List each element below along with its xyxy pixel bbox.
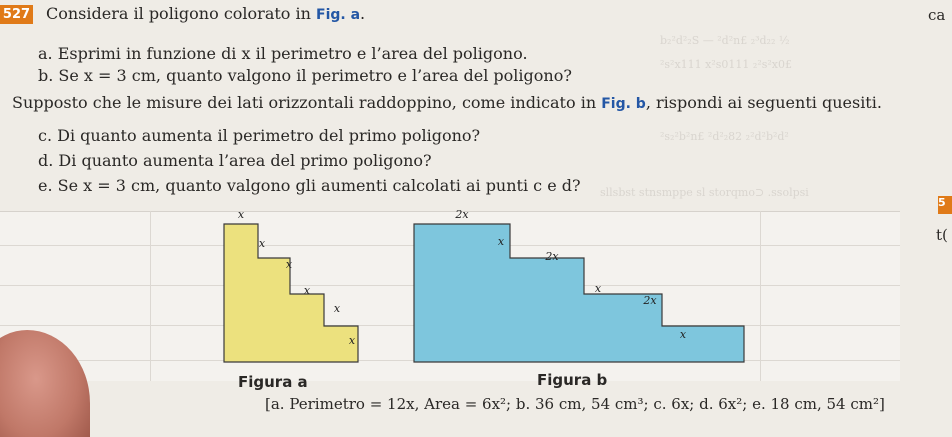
bleed-through-text: sllsbst stnsmppe sl storqmo⊃ .ssolpsi [600, 186, 809, 199]
figure-a-label: x [348, 334, 356, 347]
question-a: a. Esprimi in funzione di x il perimetro e l’area del poligono. [38, 44, 528, 63]
figure-b-label: x [594, 282, 602, 295]
figure-b-caption: Figura b [537, 371, 608, 389]
answers-line: [a. Perimetro = 12x, Area = 6x²; b. 36 cm, 54 cm³; c. 6x; d. 6x²; e. 18 cm, 54 cm²] [265, 395, 885, 413]
figure-b-label: x [497, 235, 505, 248]
figure-b-label: 2x [455, 208, 469, 221]
bleed-through-text: ²s²x111 x²s0111 ₂²s²x0£ [660, 58, 792, 71]
figure-a-label: x [333, 302, 341, 315]
exercise-intro: Considera il poligono colorato in Fig. a. [46, 4, 366, 23]
exercise-number-badge: 527 [0, 5, 33, 24]
question-e: e. Se x = 3 cm, quanto valgono gli aumenti calcolati ai punti c e d? [38, 176, 581, 195]
figure-b-label: 2x [545, 250, 559, 263]
figure-a-polygon [224, 224, 358, 362]
question-b: b. Se x = 3 cm, quanto valgono il perimetro e l’area del poligono? [38, 66, 572, 85]
figure-a-caption: Figura a [238, 373, 308, 391]
figure-a-label: x [258, 237, 266, 250]
edge-fragment-text: t( [936, 226, 948, 244]
edge-fragment-text: ca [928, 6, 946, 24]
bleed-through-text: b₂²d²₂S — ²d²n£ ₂³d₂₂ ½ [660, 34, 790, 47]
figure-b-polygon [414, 224, 744, 362]
figure-a-label: x [303, 284, 311, 297]
question-d: d. Di quanto aumenta l’area del primo poligono? [38, 151, 432, 170]
figure-b-label: x [679, 328, 687, 341]
polygon-figures [0, 200, 952, 380]
supposition-text: Supposto che le misure dei lati orizzontali raddoppino, come indicato in Fig. b, rispondi ai seguenti quesiti. [12, 93, 882, 112]
edge-fragment-badge: 5 [938, 196, 952, 214]
figure-b-label: 2x [643, 294, 657, 307]
bleed-through-text: ²s₂²b²n£ ²d²₂82 ₂²d²b²d² [660, 130, 789, 143]
question-c: c. Di quanto aumenta il perimetro del primo poligono? [38, 126, 481, 145]
figure-a-label: x [285, 258, 293, 271]
figure-a-label: x [237, 208, 245, 221]
